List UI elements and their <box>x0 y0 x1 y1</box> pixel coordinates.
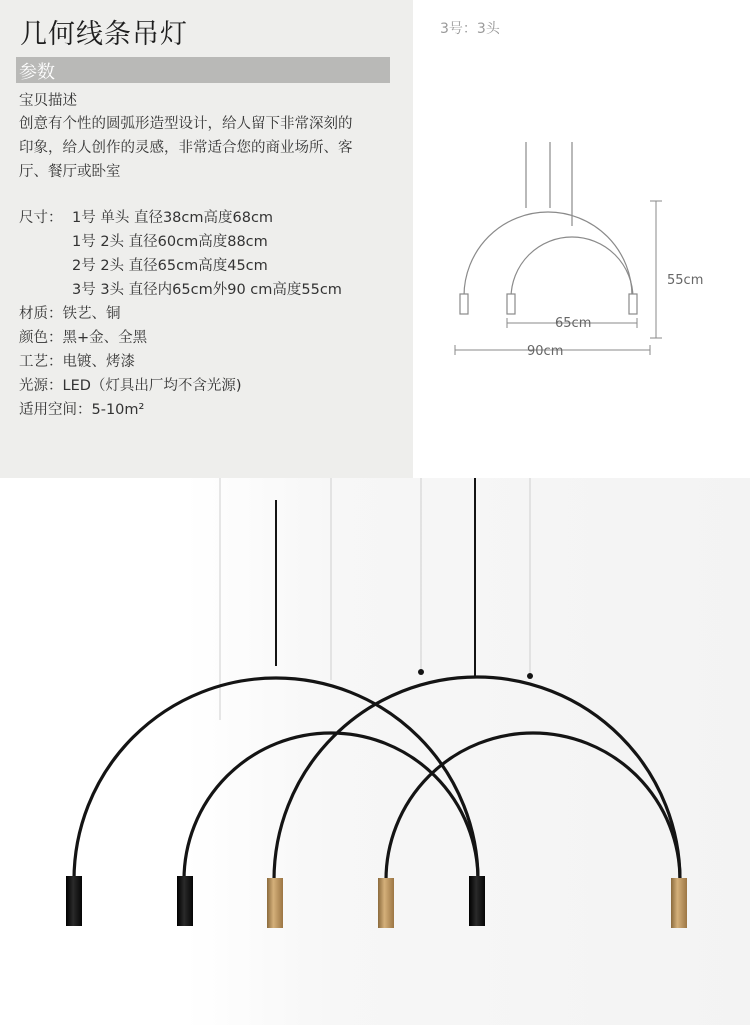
spec-size-row: 1号 单头 直径38cm高度68cm <box>72 210 274 226</box>
section-label: 参数 <box>19 62 55 83</box>
diagram-inner-arc <box>511 237 633 298</box>
lamp-head-gold <box>671 878 687 928</box>
diagram-lamp <box>460 294 468 314</box>
spec-size-row: 3号 3头 直径内65cm外90 cm高度55cm <box>72 282 342 298</box>
diagram-lamp <box>507 294 515 314</box>
spec-size-row: 2号 2头 直径65cm高度45cm <box>72 258 268 274</box>
height-label: 55cm <box>667 273 704 288</box>
description-line: 印象，给人创作的灵感，非常适合您的商业场所、客 <box>19 140 353 156</box>
spec-color: 颜色：黑+金、全黑 <box>19 330 148 346</box>
spec-light-source: 光源：LED（灯具出厂均不含光源) <box>19 378 242 394</box>
description-line: 厅、餐厅或卧室 <box>19 164 121 180</box>
info-panel <box>0 0 413 500</box>
photo-wall <box>186 478 750 1025</box>
model-label: 3号：3头 <box>440 21 500 37</box>
spec-craft: 工艺：电镀、烤漆 <box>19 354 135 370</box>
lamp-head-black <box>469 876 485 926</box>
lamp-head-gold <box>378 878 394 928</box>
diagram-lamp <box>629 294 637 314</box>
lamp-head-black <box>177 876 193 926</box>
description-heading: 宝贝描述 <box>19 93 77 109</box>
lamp-head-gold <box>267 878 283 928</box>
product-photo <box>0 478 750 1025</box>
diagram-outer-arc <box>464 212 632 296</box>
spec-material: 材质：铁艺、铜 <box>19 306 121 322</box>
product-title: 几何线条吊灯 <box>20 19 188 50</box>
spec-space: 适用空间：5-10m² <box>19 402 145 418</box>
dimension-diagram <box>413 0 750 470</box>
inner-width-label: 65cm <box>555 316 592 331</box>
arc-joint <box>418 669 424 675</box>
spec-size-label: 尺寸： <box>19 210 63 226</box>
arc-joint <box>527 673 533 679</box>
spec-size-row: 1号 2头 直径60cm高度88cm <box>72 234 268 250</box>
section-header <box>16 57 390 83</box>
lamp-head-black <box>66 876 82 926</box>
outer-width-label: 90cm <box>527 344 564 359</box>
description-line: 创意有个性的圆弧形造型设计，给人留下非常深刻的 <box>19 116 353 132</box>
description-text <box>19 112 399 184</box>
